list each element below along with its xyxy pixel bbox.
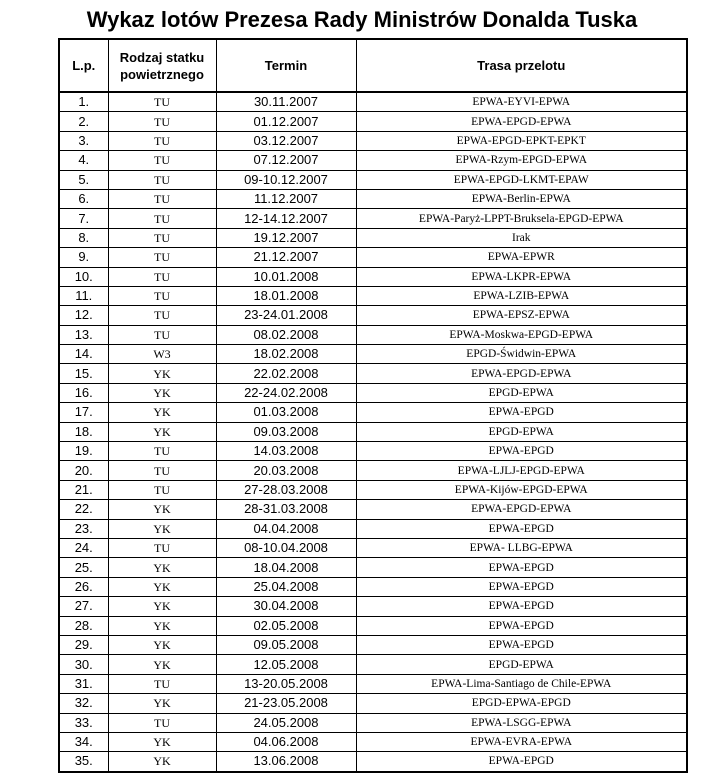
date-cell: 20.03.2008 bbox=[216, 461, 356, 480]
table-row bbox=[59, 616, 687, 635]
row-number: 20. bbox=[59, 461, 108, 480]
route-cell: EPGD-EPWA bbox=[356, 422, 687, 441]
aircraft-type-cell: YK bbox=[108, 558, 216, 577]
aircraft-type-cell: TU bbox=[108, 228, 216, 247]
row-number: 8. bbox=[59, 228, 108, 247]
route-cell: EPWA-Moskwa-EPGD-EPWA bbox=[356, 325, 687, 344]
route-cell: EPWA-EPGD-EPKT-EPKT bbox=[356, 131, 687, 150]
table-row bbox=[59, 170, 687, 189]
row-number: 11. bbox=[59, 286, 108, 305]
route-cell: EPWA-EPGD-LKMT-EPAW bbox=[356, 170, 687, 189]
aircraft-type-cell: YK bbox=[108, 597, 216, 616]
table-row bbox=[59, 383, 687, 402]
route-cell: EPWA-EPGD bbox=[356, 597, 687, 616]
row-number: 15. bbox=[59, 364, 108, 383]
table-row bbox=[59, 403, 687, 422]
row-number: 28. bbox=[59, 616, 108, 635]
table-row bbox=[59, 480, 687, 499]
table-row bbox=[59, 267, 687, 286]
date-cell: 13-20.05.2008 bbox=[216, 674, 356, 693]
route-cell: EPWA-EPGD bbox=[356, 752, 687, 772]
route-cell: EPGD-EPWA-EPGD bbox=[356, 694, 687, 713]
route-cell: EPWA-EPWR bbox=[356, 248, 687, 267]
route-cell: EPWA-EPGD bbox=[356, 442, 687, 461]
row-number: 17. bbox=[59, 403, 108, 422]
row-number: 14. bbox=[59, 345, 108, 364]
aircraft-type-cell: TU bbox=[108, 112, 216, 131]
date-cell: 04.06.2008 bbox=[216, 732, 356, 751]
date-cell: 01.12.2007 bbox=[216, 112, 356, 131]
row-number: 4. bbox=[59, 151, 108, 170]
aircraft-type-cell: TU bbox=[108, 325, 216, 344]
row-number: 18. bbox=[59, 422, 108, 441]
aircraft-type-cell: W3 bbox=[108, 345, 216, 364]
date-cell: 09-10.12.2007 bbox=[216, 170, 356, 189]
table-row bbox=[59, 461, 687, 480]
aircraft-type-cell: YK bbox=[108, 655, 216, 674]
route-cell: EPWA-LJLJ-EPGD-EPWA bbox=[356, 461, 687, 480]
aircraft-type-cell: YK bbox=[108, 519, 216, 538]
route-cell: EPWA-LSGG-EPWA bbox=[356, 713, 687, 732]
aircraft-type-cell: TU bbox=[108, 461, 216, 480]
date-cell: 24.05.2008 bbox=[216, 713, 356, 732]
table-row bbox=[59, 345, 687, 364]
route-cell: EPWA-Rzym-EPGD-EPWA bbox=[356, 151, 687, 170]
header-aircraft-type: Rodzaj statku powietrznego bbox=[108, 39, 216, 92]
table-row bbox=[59, 500, 687, 519]
table-row bbox=[59, 538, 687, 557]
date-cell: 08-10.04.2008 bbox=[216, 538, 356, 557]
row-number: 31. bbox=[59, 674, 108, 693]
table-row bbox=[59, 713, 687, 732]
table-row bbox=[59, 248, 687, 267]
route-cell: EPWA-EPGD bbox=[356, 635, 687, 654]
date-cell: 12-14.12.2007 bbox=[216, 209, 356, 228]
table-row bbox=[59, 189, 687, 208]
row-number: 23. bbox=[59, 519, 108, 538]
header-lp: L.p. bbox=[59, 39, 108, 92]
date-cell: 30.04.2008 bbox=[216, 597, 356, 616]
aircraft-type-cell: TU bbox=[108, 674, 216, 693]
table-row bbox=[59, 364, 687, 383]
route-cell: EPWA-Lima-Santiago de Chile-EPWA bbox=[356, 674, 687, 693]
row-number: 1. bbox=[59, 92, 108, 112]
header-date: Termin bbox=[216, 39, 356, 92]
aircraft-type-cell: TU bbox=[108, 286, 216, 305]
date-cell: 07.12.2007 bbox=[216, 151, 356, 170]
table-row bbox=[59, 92, 687, 112]
route-cell: EPWA-EPGD bbox=[356, 577, 687, 596]
table-row bbox=[59, 674, 687, 693]
date-cell: 23-24.01.2008 bbox=[216, 306, 356, 325]
aircraft-type-cell: YK bbox=[108, 422, 216, 441]
table-row bbox=[59, 752, 687, 772]
aircraft-type-cell: YK bbox=[108, 500, 216, 519]
table-row bbox=[59, 228, 687, 247]
route-cell: EPWA-LZIB-EPWA bbox=[356, 286, 687, 305]
table-row bbox=[59, 112, 687, 131]
aircraft-type-cell: TU bbox=[108, 209, 216, 228]
table-row bbox=[59, 655, 687, 674]
date-cell: 30.11.2007 bbox=[216, 92, 356, 112]
route-cell: EPWA-Paryż-LPPT-Bruksela-EPGD-EPWA bbox=[356, 209, 687, 228]
route-cell: EPWA-EPGD-EPWA bbox=[356, 112, 687, 131]
date-cell: 10.01.2008 bbox=[216, 267, 356, 286]
row-number: 5. bbox=[59, 170, 108, 189]
row-number: 7. bbox=[59, 209, 108, 228]
row-number: 35. bbox=[59, 752, 108, 772]
row-number: 3. bbox=[59, 131, 108, 150]
aircraft-type-cell: YK bbox=[108, 635, 216, 654]
aircraft-type-cell: TU bbox=[108, 170, 216, 189]
date-cell: 11.12.2007 bbox=[216, 189, 356, 208]
row-number: 16. bbox=[59, 383, 108, 402]
aircraft-type-cell: YK bbox=[108, 752, 216, 772]
route-cell: EPWA-EPGD bbox=[356, 519, 687, 538]
table-row bbox=[59, 558, 687, 577]
route-cell: EPWA-EPGD bbox=[356, 558, 687, 577]
row-number: 13. bbox=[59, 325, 108, 344]
aircraft-type-cell: YK bbox=[108, 383, 216, 402]
date-cell: 08.02.2008 bbox=[216, 325, 356, 344]
aircraft-type-cell: YK bbox=[108, 732, 216, 751]
route-cell: EPWA-Kijów-EPGD-EPWA bbox=[356, 480, 687, 499]
route-cell: EPWA-EPGD bbox=[356, 616, 687, 635]
date-cell: 09.05.2008 bbox=[216, 635, 356, 654]
aircraft-type-cell: TU bbox=[108, 442, 216, 461]
date-cell: 25.04.2008 bbox=[216, 577, 356, 596]
date-cell: 12.05.2008 bbox=[216, 655, 356, 674]
route-cell: EPWA-LKPR-EPWA bbox=[356, 267, 687, 286]
date-cell: 28-31.03.2008 bbox=[216, 500, 356, 519]
row-number: 2. bbox=[59, 112, 108, 131]
route-cell: EPWA-EPGD bbox=[356, 403, 687, 422]
table-row bbox=[59, 209, 687, 228]
route-cell: EPWA- LLBG-EPWA bbox=[356, 538, 687, 557]
table-row bbox=[59, 635, 687, 654]
row-number: 22. bbox=[59, 500, 108, 519]
date-cell: 03.12.2007 bbox=[216, 131, 356, 150]
table-row bbox=[59, 422, 687, 441]
row-number: 33. bbox=[59, 713, 108, 732]
row-number: 30. bbox=[59, 655, 108, 674]
date-cell: 01.03.2008 bbox=[216, 403, 356, 422]
route-cell: EPWA-EYVI-EPWA bbox=[356, 92, 687, 112]
header-route: Trasa przelotu bbox=[356, 39, 687, 92]
row-number: 27. bbox=[59, 597, 108, 616]
aircraft-type-cell: TU bbox=[108, 267, 216, 286]
table-header-row bbox=[59, 39, 687, 92]
row-number: 21. bbox=[59, 480, 108, 499]
route-cell: EPWA-EVRA-EPWA bbox=[356, 732, 687, 751]
date-cell: 22-24.02.2008 bbox=[216, 383, 356, 402]
aircraft-type-cell: YK bbox=[108, 364, 216, 383]
row-number: 6. bbox=[59, 189, 108, 208]
route-cell: Irak bbox=[356, 228, 687, 247]
date-cell: 21.12.2007 bbox=[216, 248, 356, 267]
date-cell: 09.03.2008 bbox=[216, 422, 356, 441]
aircraft-type-cell: TU bbox=[108, 713, 216, 732]
table-row bbox=[59, 131, 687, 150]
date-cell: 13.06.2008 bbox=[216, 752, 356, 772]
table-row bbox=[59, 519, 687, 538]
route-cell: EPWA-Berlin-EPWA bbox=[356, 189, 687, 208]
route-cell: EPWA-EPGD-EPWA bbox=[356, 500, 687, 519]
date-cell: 22.02.2008 bbox=[216, 364, 356, 383]
aircraft-type-cell: TU bbox=[108, 538, 216, 557]
route-cell: EPGD-EPWA bbox=[356, 655, 687, 674]
date-cell: 18.01.2008 bbox=[216, 286, 356, 305]
row-number: 19. bbox=[59, 442, 108, 461]
aircraft-type-cell: TU bbox=[108, 248, 216, 267]
aircraft-type-cell: TU bbox=[108, 189, 216, 208]
row-number: 10. bbox=[59, 267, 108, 286]
row-number: 34. bbox=[59, 732, 108, 751]
table-row bbox=[59, 732, 687, 751]
date-cell: 02.05.2008 bbox=[216, 616, 356, 635]
document-title: Wykaz lotów Prezesa Rady Ministrów Donalda Tuska bbox=[86, 7, 638, 32]
date-cell: 14.03.2008 bbox=[216, 442, 356, 461]
aircraft-type-cell: TU bbox=[108, 151, 216, 170]
table-row bbox=[59, 306, 687, 325]
aircraft-type-cell: YK bbox=[108, 403, 216, 422]
date-cell: 18.02.2008 bbox=[216, 345, 356, 364]
table-row bbox=[59, 442, 687, 461]
row-number: 25. bbox=[59, 558, 108, 577]
aircraft-type-cell: YK bbox=[108, 616, 216, 635]
row-number: 26. bbox=[59, 577, 108, 596]
flights-table bbox=[58, 38, 688, 773]
route-cell: EPGD-Świdwin-EPWA bbox=[356, 345, 687, 364]
route-cell: EPWA-EPSZ-EPWA bbox=[356, 306, 687, 325]
row-number: 29. bbox=[59, 635, 108, 654]
aircraft-type-cell: YK bbox=[108, 694, 216, 713]
route-cell: EPGD-EPWA bbox=[356, 383, 687, 402]
date-cell: 21-23.05.2008 bbox=[216, 694, 356, 713]
aircraft-type-cell: TU bbox=[108, 306, 216, 325]
aircraft-type-cell: TU bbox=[108, 480, 216, 499]
aircraft-type-cell: TU bbox=[108, 92, 216, 112]
row-number: 32. bbox=[59, 694, 108, 713]
table-row bbox=[59, 286, 687, 305]
table-row bbox=[59, 577, 687, 596]
row-number: 24. bbox=[59, 538, 108, 557]
table-row bbox=[59, 694, 687, 713]
route-cell: EPWA-EPGD-EPWA bbox=[356, 364, 687, 383]
date-cell: 04.04.2008 bbox=[216, 519, 356, 538]
aircraft-type-cell: YK bbox=[108, 577, 216, 596]
date-cell: 18.04.2008 bbox=[216, 558, 356, 577]
row-number: 9. bbox=[59, 248, 108, 267]
table-row bbox=[59, 325, 687, 344]
table-row bbox=[59, 151, 687, 170]
date-cell: 27-28.03.2008 bbox=[216, 480, 356, 499]
aircraft-type-cell: TU bbox=[108, 131, 216, 150]
table-row bbox=[59, 597, 687, 616]
row-number: 12. bbox=[59, 306, 108, 325]
date-cell: 19.12.2007 bbox=[216, 228, 356, 247]
